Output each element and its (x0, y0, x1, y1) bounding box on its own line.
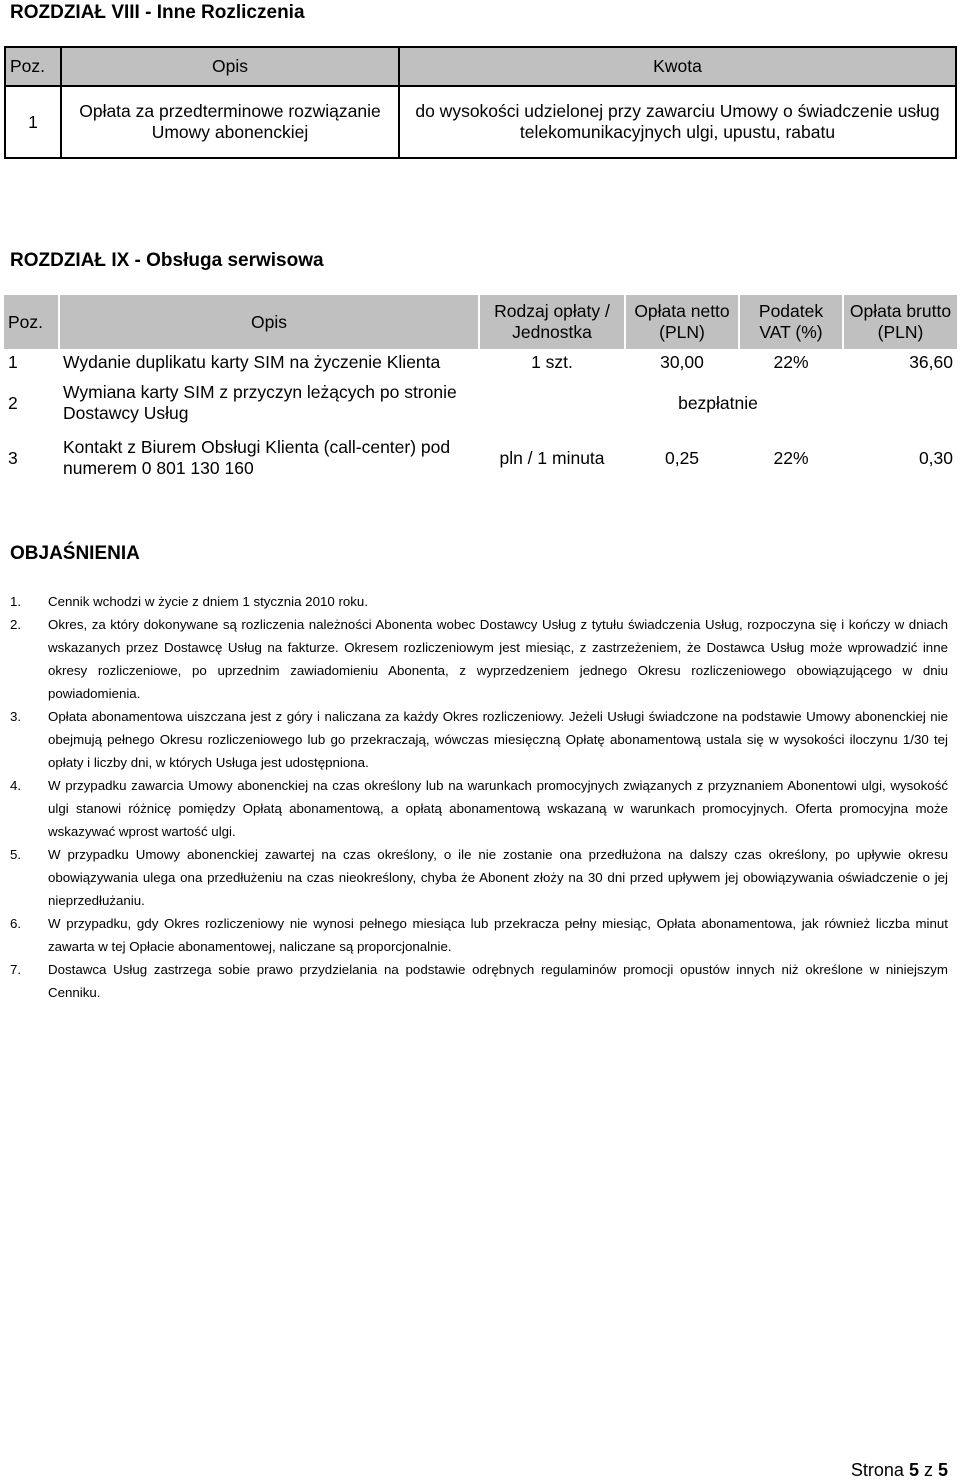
header-kwota: Kwota (399, 47, 956, 86)
list-item (10, 613, 948, 705)
footer-label: Strona (850, 1460, 904, 1480)
note-text: W przypadku zawarcia Umowy abonenckiej na czas określony lub na warunkach promocyjnych związanych z przyznaniem Abonentowi ulgi, wysokość ulgi stanowi różnicę pomiędzy Opłatą abonamentową, a opłatą abonamentową wskazaną w warunkach promocyjnych. Oferta promocyjna może wskazywać wprost wartość ulgi. (48, 778, 948, 839)
page-footer (851, 1460, 948, 1481)
notes-title: OBJAŚNIENIA (10, 543, 140, 564)
header-brutto: Opłata brutto (PLN) (843, 295, 957, 349)
header-opis: Opis (61, 47, 399, 86)
cell-kwota: do wysokości udzielonej przy zawarciu Umowy o świadczenie usług telekomunikacyjnych ulgi, upustu, rabatu (399, 86, 956, 158)
note-text: W przypadku Umowy abonenckiej zawartej na czas określony, o ile nie zostanie ona przedłużona na dalszy czas określony, po upływie okresu obowiązywania ulega ona przedłużeniu na czas nieokreślony, chyba że Abonent złoży na 30 dni przed upływem jej obowiązywania oświadczenie o jej nieprzedłużaniu. (48, 847, 948, 908)
list-item (10, 843, 948, 912)
cell-brutto: 36,60 (909, 352, 953, 372)
list-item (10, 705, 948, 774)
note-text: Okres, za który dokonywane są rozliczenia należności Abonenta wobec Dostawcy Usług z tytułu świadczenia Usług, rozpoczyna się i kończy w dniach wskazanych przez Dostawcę Usług na fakturze. Okresem rozliczeniowym jest miesiąc, z zastrzeżeniem, że Dostawca Usług może wprowadzić inne okresy rozliczeniowe, po uprzednim zawiadomieniu Abonenta, z wyprzedzeniem jednego Okresu rozliczeniowego obowiązującego w dniu powiadomienia. (48, 617, 948, 701)
cell-brutto: 0,30 (918, 447, 953, 468)
cell-poz: 3 (8, 447, 18, 468)
header-vat: Podatek VAT (%) (739, 295, 843, 349)
table-header-row (4, 295, 957, 349)
cell-free: bezpłatnie (678, 392, 758, 413)
cell-poz: 2 (8, 392, 18, 413)
section-8-title: ROZDZIAŁ VIII - Inne Rozliczenia (10, 2, 305, 23)
list-item (10, 958, 948, 1004)
header-opis: Opis (59, 295, 479, 349)
header-poz: Poz. (4, 295, 59, 349)
cell-vat: 22% (773, 447, 809, 468)
note-number: 6. (10, 916, 22, 931)
list-item (10, 774, 948, 843)
cell-netto: 30,00 (660, 352, 704, 372)
header-poz: Poz. (5, 47, 61, 86)
note-text: Dostawca Usług zastrzega sobie prawo przydzielania na podstawie odrębnych regulaminów promocji opustów innych niż określone w niniejszym Cenniku. (48, 962, 948, 1000)
table-row (4, 376, 957, 430)
list-item (10, 590, 948, 613)
note-text: W przypadku, gdy Okres rozliczeniowy nie wynosi pełnego miesiąca lub przekracza pełny miesiąc, Opłata abonamentowa, jak również liczba minut zawarta w tej Opłacie abonamentowej, naliczane są proporcjonalnie. (48, 916, 948, 954)
cell-vat: 22% (773, 352, 809, 372)
notes-list (10, 590, 948, 1004)
section-9-table (4, 295, 957, 486)
cell-opis: Opłata za przedterminowe rozwiązanie Umowy abonenckiej (61, 86, 399, 158)
cell-opis: Wymiana karty SIM z przyczyn leżących po stronie Dostawcy Usług (63, 382, 457, 423)
cell-netto: 0,25 (664, 447, 700, 468)
footer-sep: z (923, 1460, 933, 1480)
header-rodzaj: Rodzaj opłaty / Jednostka (479, 295, 625, 349)
cell-opis: Wydanie duplikatu karty SIM na życzenie Klienta (63, 352, 441, 372)
table-row (5, 86, 956, 158)
footer-page: 5 (908, 1460, 919, 1480)
note-text: Opłata abonamentowa uiszczana jest z góry i naliczana za każdy Okres rozliczeniowy. Jeżeli Usługi świadczone na podstawie Umowy abonenckiej nie obejmują pełnego Okresu rozliczeniowego lub go przekraczają, wówczas miesięczną Opłatę abonamentową ustala się w wysokości iloczynu 1/30 tej opłaty i liczby dni, w których Usługa jest udostępniona. (48, 709, 948, 770)
note-number: 5. (10, 847, 22, 862)
list-item (10, 912, 948, 958)
note-number: 7. (10, 962, 22, 977)
cell-poz: 1 (5, 86, 61, 158)
cell-rodzaj: 1 szt. (531, 352, 573, 372)
note-text: Cennik wchodzi w życie z dniem 1 stycznia 2010 roku. (48, 594, 369, 609)
table-row (4, 430, 957, 486)
footer-total: 5 (937, 1460, 948, 1480)
section-8-table (4, 46, 957, 159)
note-number: 1. (10, 594, 22, 609)
cell-opis: Kontakt z Biurem Obsługi Klienta (call-center) pod numerem 0 801 130 160 (63, 437, 451, 478)
note-number: 2. (10, 617, 22, 632)
header-netto: Opłata netto (PLN) (625, 295, 739, 349)
cell-rodzaj: pln / 1 minuta (499, 447, 605, 468)
section-9-title: ROZDZIAŁ IX - Obsługa serwisowa (10, 250, 324, 271)
table-header-row (5, 47, 956, 86)
table-row (4, 349, 957, 376)
note-number: 3. (10, 709, 22, 724)
cell-poz: 1 (8, 352, 18, 372)
note-number: 4. (10, 778, 22, 793)
